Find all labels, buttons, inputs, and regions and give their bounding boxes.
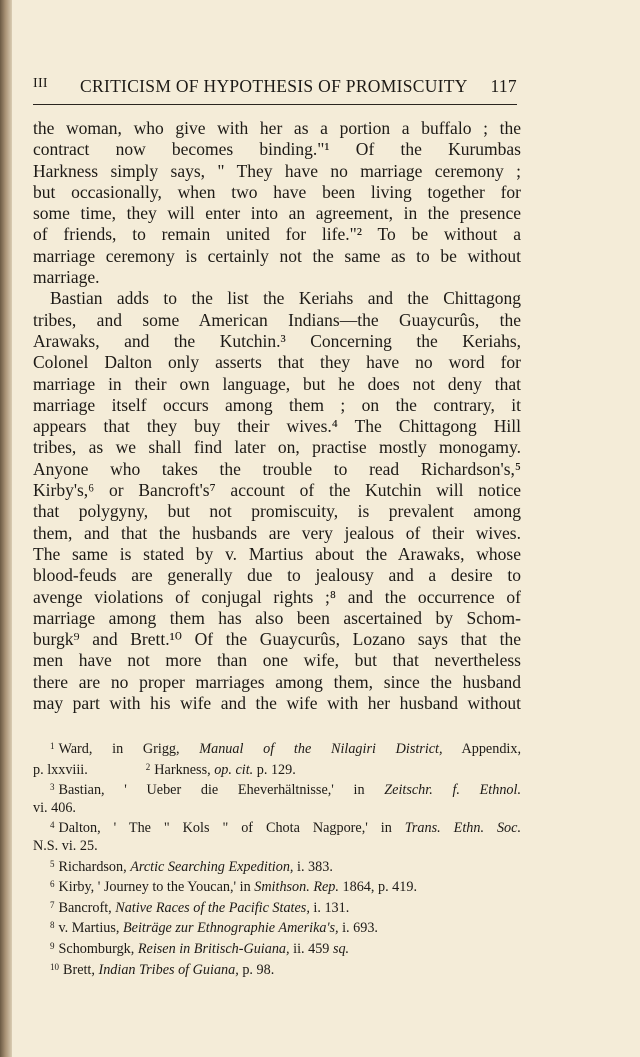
section-number: III — [33, 76, 48, 91]
footnote-text: ii. 459 — [293, 940, 330, 957]
footnotes — [33, 738, 521, 979]
footnote-text: p. 98. — [242, 961, 275, 978]
footnote-text: Bastian, ' Ueber die Eheverhältnisse,' in — [58, 782, 365, 799]
footnote-citation: Manual of the Nilagiri District, — [199, 741, 443, 757]
footnote-number: 9 — [50, 940, 55, 951]
footnote-text: i. 131. — [313, 899, 350, 916]
footnote-number: 2 — [145, 761, 151, 772]
footnote-number: 7 — [50, 899, 55, 910]
footnote-10 — [33, 959, 521, 980]
footnote-text: i. 383. — [297, 858, 333, 875]
footnote-number: 6 — [50, 879, 55, 890]
text-line: but occasionally, when two have been living together for — [33, 181, 521, 202]
footnote-citation: Reisen in Britisch-Guiana, — [137, 940, 290, 957]
footnote-number: 10 — [50, 961, 59, 972]
footnote-8 — [33, 917, 521, 938]
text-line: tribes, and some American Indians—the Guaycurûs, the — [33, 309, 521, 330]
footnote-5 — [33, 856, 521, 877]
book-spine-shadow — [0, 0, 12, 1057]
text-line: tribes, as we shall find later on, practise mostly monogamy. — [33, 437, 521, 458]
text-line: avenge violations of conjugal rights ;⁸ and the occurrence of — [33, 586, 521, 607]
footnote-9 — [33, 938, 521, 959]
footnote-text: Ward, in Grigg, — [58, 741, 180, 757]
footnote-text: Schomburgk, — [58, 940, 135, 957]
footnote-text: i. 693. — [342, 920, 378, 937]
body-text — [33, 118, 521, 714]
header-rule — [33, 104, 517, 105]
footnote-text: v. Martius, — [58, 920, 120, 937]
footnote-number: 4 — [50, 820, 55, 831]
text-line: marriage. — [33, 267, 100, 288]
footnote-text: Appendix, — [461, 741, 522, 757]
footnote-4 — [33, 817, 521, 838]
footnote-number: 5 — [50, 858, 55, 869]
footnote-text: Dalton, ' The " Kols " of Chota Nagpore,' in — [58, 820, 392, 837]
footnote-citation: Arctic Searching Expedition, — [130, 858, 294, 875]
text-line: that polygyny, but not promiscuity, is prevalent among — [33, 501, 521, 522]
text-line: men have not more than one wife, but that nevertheless — [33, 650, 521, 671]
text-line: may part with his wife and the wife with her husband without — [33, 693, 521, 714]
text-line: marriage ceremony is certainly not the same as to be without — [33, 245, 521, 266]
footnote-7 — [33, 897, 521, 918]
footnote-citation: Native Races of the Pacific States, — [115, 899, 310, 916]
footnote-text: Bancroft, — [58, 899, 112, 916]
footnote-citation: op. cit. — [214, 761, 254, 778]
text-line: The same is stated by v. Martius about the Arawaks, whose — [33, 543, 521, 564]
text-line: Anyone who takes the trouble to read Richardson's,⁵ — [33, 458, 521, 479]
footnote-text: Kirby, ' Journey to the Youcan,' in — [58, 879, 251, 896]
text-line: some time, they will enter into an agreement, in the presence — [33, 203, 521, 224]
footnote-number: 3 — [50, 782, 55, 793]
text-line: Bastian adds to the list the Keriahs and the Chittagong — [50, 288, 521, 309]
text-line: burgk⁹ and Brett.¹⁰ Of the Guaycurûs, Lozano says that the — [33, 629, 521, 650]
footnote-4-continued: N.S. vi. 25. — [33, 837, 98, 854]
footnote-text: 1864, p. 419. — [342, 879, 417, 896]
footnote-number: 1 — [50, 741, 55, 751]
text-line: marriage in their own language, but he does not deny that — [33, 373, 521, 394]
footnote-text: Harkness, — [154, 761, 211, 778]
text-line: there are no proper marriages among them, since the husband — [33, 671, 521, 692]
footnote-3-continued: vi. 406. — [33, 799, 76, 816]
text-line: Arawaks, and the Kutchin.³ Concerning the Keriahs, — [33, 330, 521, 351]
text-line: blood-feuds are generally due to jealousy and a desire to — [33, 565, 521, 586]
footnote-citation: Trans. Ethn. Soc. — [404, 820, 521, 837]
footnote-text: Richardson, — [58, 858, 127, 875]
text-line: Kirby's,⁶ or Bancroft's⁷ account of the Kutchin will notice — [33, 480, 521, 501]
footnote-number: 8 — [50, 920, 55, 931]
text-line: of friends, to remain united for life."² To be without a — [33, 224, 521, 245]
footnote-text: Brett, — [63, 961, 95, 978]
running-header — [33, 76, 517, 98]
footnote-citation: Beiträge zur Ethnographie Amerika's, — [123, 920, 339, 937]
text-line: appears that they buy their wives.⁴ The Chittagong Hill — [33, 416, 521, 437]
text-line: Colonel Dalton only asserts that they have no word for — [33, 352, 521, 373]
text-line: marriage among them has also been ascertained by Schom- — [33, 607, 521, 628]
text-line: Harkness simply says, " They have no marriage ceremony ; — [33, 160, 521, 181]
footnote-1-2-line — [33, 759, 521, 780]
footnote-citation: Indian Tribes of Guiana, — [98, 961, 239, 978]
text-line: contract now becomes binding."¹ Of the Kurumbas — [33, 139, 521, 160]
text-line: the woman, who give with her as a portion a buffalo ; the — [33, 118, 521, 138]
footnote-citation: Smithson. Rep. — [254, 879, 339, 896]
footnote-6 — [33, 876, 521, 897]
text-line: marriage itself occurs among them ; on the contrary, it — [33, 394, 521, 415]
footnote-text: p. lxxviii. — [33, 761, 88, 778]
text-line: them, and that the husbands are very jealous of their wives. — [33, 522, 521, 543]
footnote-1 — [33, 738, 521, 759]
page-number: 117 — [490, 76, 517, 96]
footnote-citation: Zeitschr. f. Ethnol. — [384, 782, 522, 799]
footnote-3 — [33, 779, 521, 800]
running-title: CRITICISM OF HYPOTHESIS OF PROMISCUITY — [80, 76, 468, 96]
footnote-text: p. 129. — [256, 761, 296, 778]
footnote-citation: sq. — [332, 940, 350, 957]
